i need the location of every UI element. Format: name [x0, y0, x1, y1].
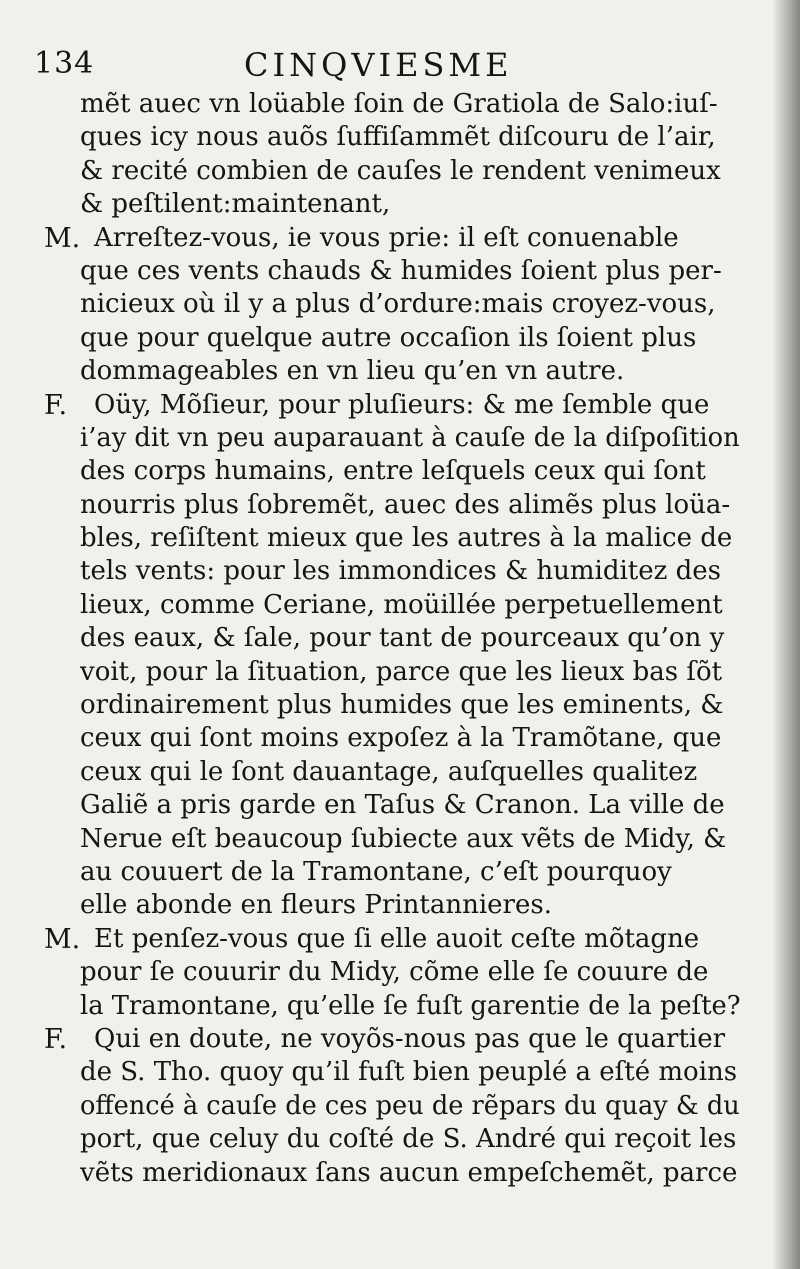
text-line: [36, 1157, 756, 1190]
line-text: port, que celuy du coſté de S. André qui reçoit les: [80, 1124, 737, 1155]
text-line: [36, 88, 756, 121]
line-text: mẽt auec vn loüable ſoin de Gratiola de Salo:iuſ-: [80, 89, 718, 119]
text-line: [36, 789, 756, 822]
line-text: Qui en doute, ne voyõs-nous pas que le quartier: [94, 1023, 726, 1054]
text-line: [36, 956, 756, 989]
speaker-label: M.: [44, 923, 81, 955]
speaker-label: F.: [44, 1023, 68, 1055]
line-text: pour ſe couurir du Midy, cõme elle ſe couure de: [80, 957, 709, 988]
text-line: [36, 288, 756, 321]
line-text: nourris plus ſobremẽt, auec des alimẽs plus loüa-: [80, 489, 731, 520]
line-text: Et penſez-vous que ſi elle auoit ceſte mõtagne: [94, 923, 700, 954]
line-text: bles, reſiſtent mieux que les autres à la malice de: [80, 523, 733, 554]
line-text: & peſtilent:maintenant,: [80, 189, 391, 220]
text-line: [36, 722, 756, 755]
text-line: [36, 1056, 756, 1089]
line-text: Galiẽ a pris garde en Taſus & Cranon. La ville de: [80, 790, 725, 821]
page-header: [34, 46, 754, 90]
text-line: [36, 856, 756, 889]
text-line: [36, 889, 756, 922]
text-line: [36, 522, 756, 555]
text-line: [36, 756, 756, 789]
line-text: & recité combien de cauſes le rendent venimeux: [80, 155, 721, 186]
text-line: [36, 188, 756, 221]
text-line: [36, 322, 756, 355]
text-line: [36, 355, 756, 388]
line-text: vẽts meridionaux ſans aucun empeſchemẽt, parce: [80, 1157, 738, 1188]
line-text: ceux qui ſont moins expoſez à la Tramõtane, que: [80, 723, 722, 754]
line-text: voit, pour la ſituation, parce que les lieux bas ſõt: [80, 656, 723, 687]
text-line: [36, 622, 756, 655]
line-text: que pour quelque autre occaſion ils ſoient plus: [80, 322, 697, 353]
line-text: lieux, comme Ceriane, moüillée perpetuellement: [80, 589, 723, 620]
text-line: [36, 222, 756, 255]
line-text: ceux qui le ſont dauantage, auſquelles qualitez: [80, 756, 698, 787]
text-line: [36, 121, 756, 154]
line-text: i’ay dit vn peu auparauant à cauſe de la diſpoſition: [80, 422, 740, 453]
text-line: [36, 255, 756, 288]
line-text: au couuert de la Tramontane, c’eſt pourquoy: [80, 856, 672, 887]
line-text: Arreſtez-vous, ie vous prie: il eſt conuenable: [94, 222, 679, 253]
text-line: [36, 455, 756, 488]
text-line: [36, 489, 756, 522]
line-text: la Tramontane, qu’elle ſe fuſt garentie de la peſte?: [80, 990, 741, 1021]
page-number: 134: [34, 46, 95, 81]
text-line: [36, 555, 756, 588]
line-text: nicieux où il y a plus d’ordure:mais croyez-vous,: [80, 289, 716, 320]
page-edge-shadow: [772, 0, 800, 1269]
text-line: [36, 1090, 756, 1123]
line-text: que ces vents chauds & humides ſoient plus per-: [80, 255, 722, 286]
text-line: [36, 422, 756, 455]
line-text: elle abonde en fleurs Printannieres.: [80, 890, 552, 921]
line-text: tels vents: pour les immondices & humiditez des: [80, 556, 721, 587]
speaker-label: F.: [44, 389, 68, 421]
line-text: ques icy nous auõs ſuffiſammẽt diſcouru de l’air,: [80, 122, 716, 153]
line-text: Nerue eſt beaucoup ſubiecte aux vẽts de Midy, &: [80, 823, 727, 854]
line-text: dommageables en vn lieu qu’en vn autre.: [80, 356, 625, 387]
line-text: des eaux, & ſale, pour tant de pourceaux qu’on y: [80, 623, 725, 654]
text-line: [36, 1023, 756, 1056]
line-text: de S. Tho. quoy qu’il fuſt bien peuplé a eſté moins: [80, 1057, 738, 1088]
body-text: [36, 88, 756, 1190]
text-line: [36, 823, 756, 856]
line-text: des corps humains, entre leſquels ceux qui ſont: [80, 456, 706, 487]
line-text: Oüy, Mõſieur, pour pluſieurs: & me ſemble que: [94, 389, 710, 420]
line-text: ordinairement plus humides que les eminents, &: [80, 690, 724, 721]
running-head: CINQVIESME: [244, 46, 513, 84]
line-text: offencé à cauſe de ces peu de rẽpars du quay & du: [80, 1090, 740, 1121]
text-line: [36, 990, 756, 1023]
text-line: [36, 1123, 756, 1156]
text-line: [36, 689, 756, 722]
text-line: [36, 923, 756, 956]
text-line: [36, 389, 756, 422]
text-line: [36, 589, 756, 622]
text-line: [36, 656, 756, 689]
text-line: [36, 155, 756, 188]
speaker-label: M.: [44, 222, 81, 254]
